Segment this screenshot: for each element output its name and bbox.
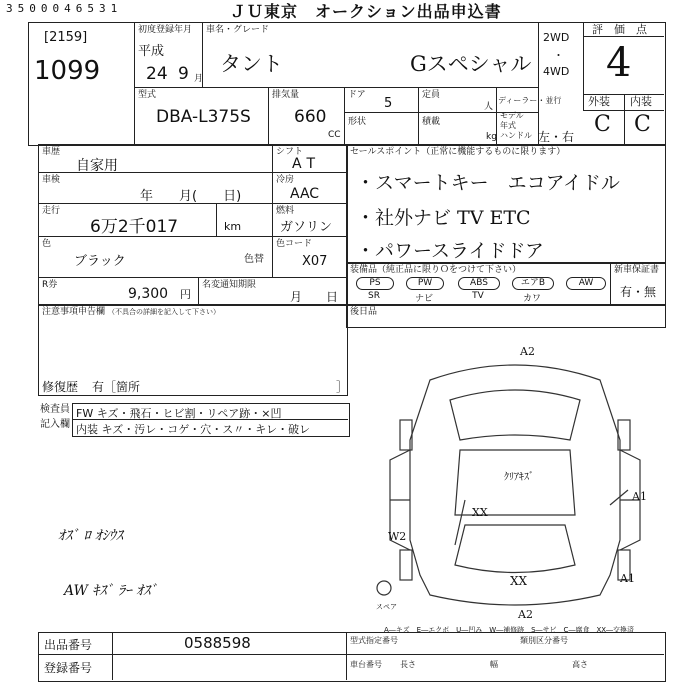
interior-grade: C (634, 112, 651, 137)
notice-label: 名変通知期限 (202, 280, 257, 290)
load-label: 積載 (422, 117, 441, 127)
kg-unit: kg (486, 132, 497, 142)
mark-front-a2: A2 (520, 345, 535, 358)
notes-label: 注意事項申告欄 (42, 307, 106, 317)
equip-abs: ABS (458, 277, 500, 290)
equip-pw: PW (406, 277, 444, 290)
car-name: タント (220, 52, 283, 76)
shaken-value: 年 月( 日) (140, 189, 242, 204)
inspector-label-1: 検査員 (40, 404, 70, 415)
shift-value: AT (292, 156, 322, 172)
handwritten-note-2: AW ｷｽﾞ ﾗｰ ｵｽﾞ (64, 583, 158, 599)
color-change-label: 色替 (244, 254, 264, 265)
warranty-value: 有・無 (620, 285, 657, 299)
mark-rear-a2: A2 (518, 608, 533, 621)
ac-label: 冷房 (276, 175, 295, 185)
mileage: 6万2千017 (90, 217, 179, 237)
evaluation-label: 評 価 点 (592, 23, 647, 36)
doors: 5 (384, 96, 393, 111)
repair-value: 有［箇所 (92, 380, 141, 394)
rear-item-block (346, 304, 666, 328)
mark-left-w2: W2 (388, 530, 407, 543)
drive-4wd: 4WD (543, 65, 570, 78)
sales-point-label: セールスポイント（正常に機能するものに限ります） (350, 147, 566, 157)
lot-bracket-code: [2159] (44, 30, 88, 45)
rear-item-label: 後日品 (350, 307, 378, 317)
reg-number-label: 登録番号 (44, 661, 93, 675)
category-label: 類別区分番号 (520, 636, 568, 645)
sales-point-3: ・パワースライドドア (356, 240, 544, 262)
sales-point-2: ・社外ナビ TV ETC (356, 207, 531, 229)
color-value: ブラック (74, 254, 126, 269)
inspector-row-2: 内装 キズ・汚レ・コゲ・穴・ス〃・キレ・破レ (76, 423, 311, 436)
model-label: 型式 (138, 90, 157, 100)
width-label: 幅 (490, 660, 498, 669)
era: 平成 (138, 44, 165, 59)
length-label: 長さ (400, 660, 416, 669)
displacement: 660 (294, 107, 327, 127)
cert-label: 型式指定番号 (350, 636, 398, 645)
recycle-label: R券 (42, 280, 58, 290)
displacement-label: 排気量 (272, 90, 300, 100)
name-grade-label: 車名・グレード (206, 25, 270, 35)
mark-clear-scratch: ｸﾘｱｷｽﾞ (504, 472, 534, 483)
km-unit: km (224, 220, 242, 233)
mark-xx-rear: XX (510, 574, 528, 588)
shape-label: 形状 (348, 117, 367, 127)
damage-legend: A―キズ E―エクボ U―凹み W―補修跡 S―サビ C―腐食 XX―交換済 (384, 626, 635, 634)
recycle-yen: 円 (180, 288, 191, 301)
reg-year: 24 (146, 64, 168, 84)
color-code-label: 色コード (276, 239, 313, 249)
sales-point-1: ・スマートキー エコアイドル (356, 172, 620, 194)
capacity-unit: 人 (484, 102, 494, 112)
inspector-row-1: FW キズ・飛石・ヒビ割・リペア跡・×凹 (76, 407, 282, 420)
drive-2wd: 2WD (543, 31, 570, 44)
equip-leather: カワ (522, 294, 541, 304)
shift-label: シフト (276, 147, 304, 157)
fuel-label: 燃料 (276, 206, 295, 216)
notes-block (38, 304, 348, 396)
evaluation-score: 4 (606, 40, 632, 86)
barcode-number: 3500046531 (6, 2, 123, 15)
equip-ps: PS (356, 277, 394, 290)
equipment-label: 装備品（純正品に限りＯをつけて下さい） (350, 265, 522, 275)
equip-airbag: エアB (512, 277, 554, 290)
handle-label: ハンドル (500, 131, 532, 140)
repair-bracket-close: ］ (336, 380, 349, 394)
notice-value: 月 日 (290, 290, 339, 304)
mark-right-a1: A1 (632, 490, 647, 503)
reg-month: 9 (178, 64, 189, 84)
shaken-label: 車検 (42, 175, 61, 185)
doors-label: ドア (348, 90, 366, 100)
repair-label: 修復歴 (42, 380, 79, 394)
equip-sr: SR (368, 291, 380, 301)
exhibit-number-label: 出品番号 (44, 638, 93, 652)
equip-tv: TV (472, 291, 484, 301)
first-reg-label: 初度登録年月 (138, 25, 193, 35)
model-year-label: モデル年式 (500, 111, 524, 130)
usage-label: 車歴 (42, 147, 61, 157)
lot-number: 1099 (34, 56, 101, 86)
form-title: ＪＵ東京 オークション出品申込書 (230, 2, 502, 21)
dealer-label: ディーラー・並行 (498, 96, 562, 105)
handwritten-note-1: ｵｽﾞ ﾛ ｵｼｳｽ (58, 528, 123, 544)
interior-label: 内装 (630, 95, 652, 108)
capacity-label: 定員 (422, 90, 441, 100)
mark-right-a1-lower: A1 (620, 572, 635, 585)
recycle-amount: 9,300 (128, 286, 169, 302)
month-unit: 月 (194, 74, 204, 84)
drive-dot: ・ (553, 49, 564, 62)
vehicle-id-label: 車台番号 (350, 660, 382, 669)
exhibit-number: 0588598 (184, 634, 251, 652)
model-code: DBA-L375S (156, 107, 251, 127)
fuel-value: ガソリン (280, 220, 333, 235)
equip-aw: AW (566, 277, 606, 290)
notes-sub: （不具合の詳細を記入して下さい） (108, 308, 220, 316)
ac-value: AAC (290, 186, 320, 202)
exterior-grade: C (594, 112, 611, 137)
usage-value: 自家用 (76, 158, 118, 174)
equip-navi: ナビ (414, 294, 433, 304)
car-grade: Gスペシャル (410, 52, 532, 76)
mileage-label: 走行 (42, 206, 61, 216)
exterior-label: 外装 (588, 95, 610, 108)
cc-unit: CC (328, 130, 341, 140)
mark-xx-side: XX (472, 506, 488, 519)
inspector-label-2: 記入欄 (40, 419, 70, 430)
color-label: 色 (42, 239, 52, 249)
handle-side: 左・右 (538, 130, 575, 144)
height-label: 高さ (572, 660, 588, 669)
color-code: X07 (302, 254, 328, 269)
spare-label: スペア (376, 603, 397, 611)
warranty-label: 新車保証書 (614, 265, 660, 275)
